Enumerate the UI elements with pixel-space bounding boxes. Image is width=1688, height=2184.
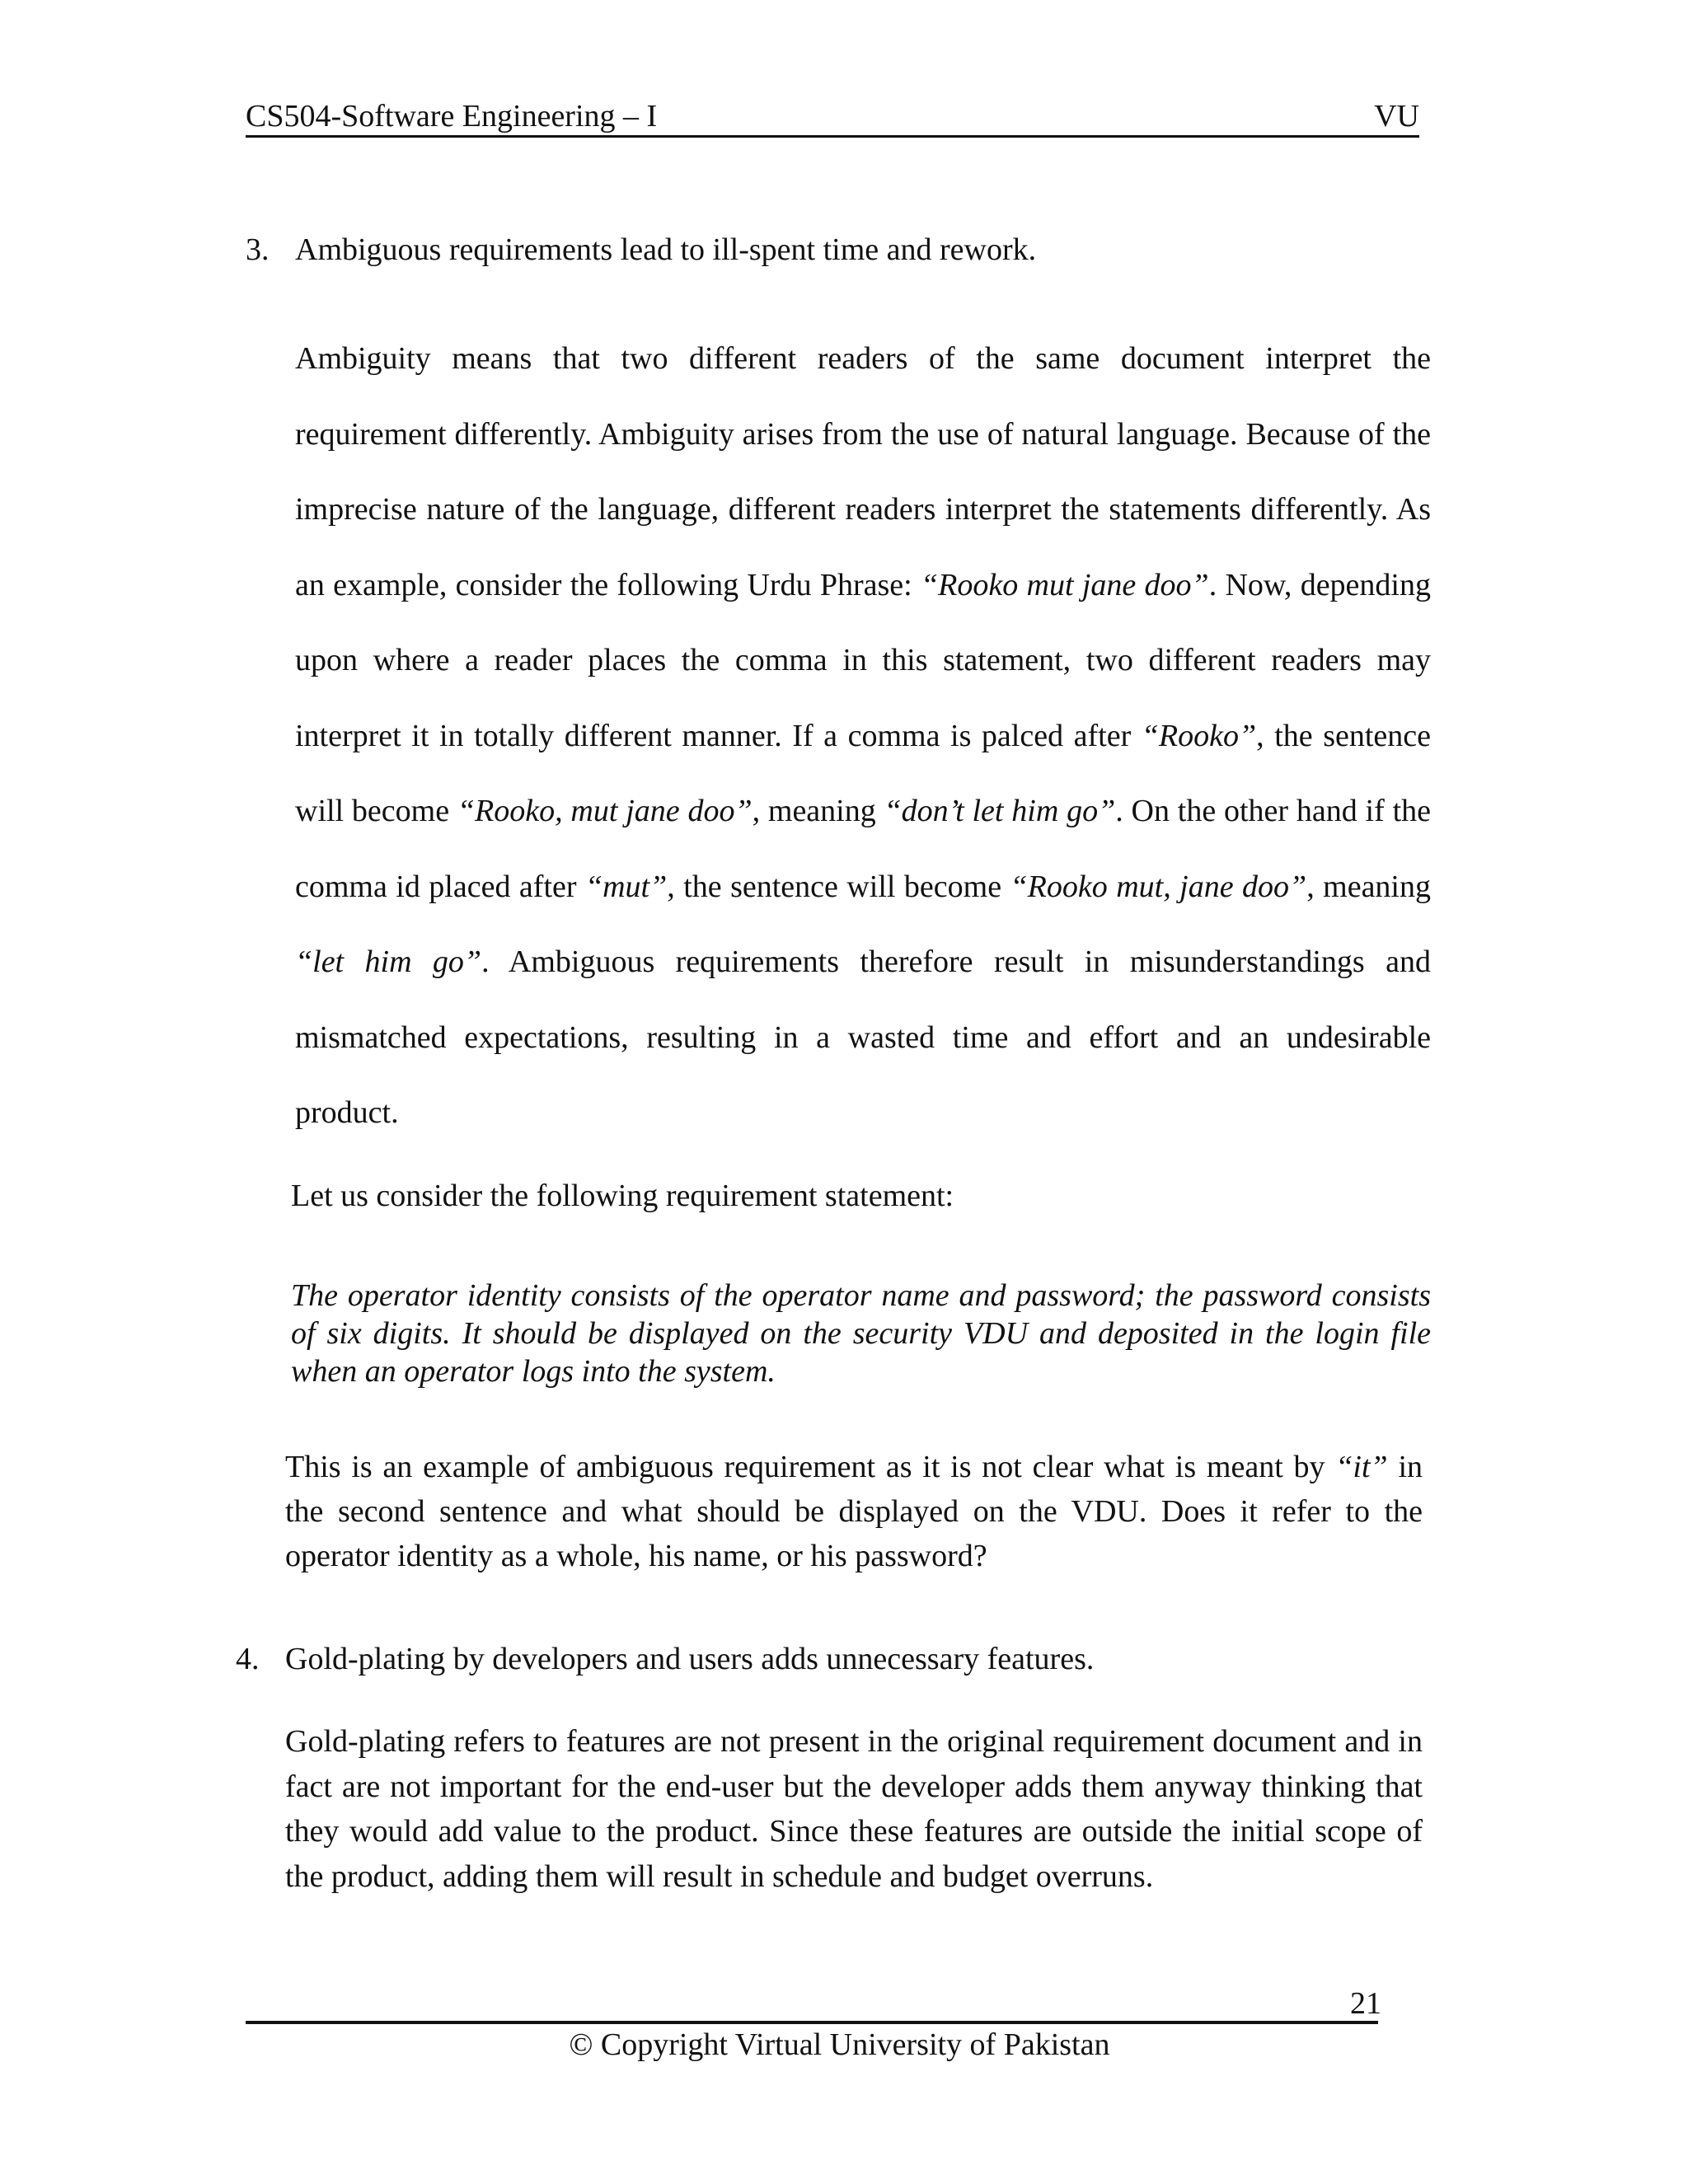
quoted-phrase: “Rooko mut, jane doo” xyxy=(1010,869,1307,904)
ambiguity-paragraph xyxy=(295,321,1431,1151)
text-run: , meaning xyxy=(752,794,884,828)
quoted-word: “mut” xyxy=(584,869,668,904)
ambiguity-explanation xyxy=(285,1445,1423,1578)
text-run: This is an example of ambiguous requirement as it is not clear what is meant by xyxy=(285,1450,1336,1484)
quoted-meaning: “let him go” xyxy=(295,944,482,979)
page-header xyxy=(246,97,1419,138)
quoted-phrase: “Rooko, mut jane doo” xyxy=(457,794,753,828)
text-run: . Now, depending upon where a reader places the comma in this statement, two different readers may interpret it in totally different manner. If a comma is palced after xyxy=(295,567,1431,753)
quoted-meaning: “don’t let him go” xyxy=(884,794,1116,828)
institution-abbrev: VU xyxy=(1374,99,1419,134)
item-4-title: Gold-plating by developers and users adds unnecessary features. xyxy=(285,1642,1095,1676)
text-run: , meaning xyxy=(1306,869,1431,904)
item-4-number: 4. xyxy=(236,1642,260,1676)
item-4-heading xyxy=(236,1640,1423,1678)
text-run: Ambiguity means that two different readers of the same document interpret the requirement differently. Ambiguity arises from the use of natural language. Because of the imprecise nature of the language, different readers interpret the statements differently. As an example, consider the following Urdu Phrase: xyxy=(295,341,1431,602)
quoted-phrase: “Rooko mut jane doo” xyxy=(921,567,1209,602)
text-run: , the sentence will become xyxy=(295,718,1432,828)
text-run: , the sentence will become xyxy=(667,869,1010,904)
copyright-footer: © Copyright Virtual University of Pakistan xyxy=(569,2027,1110,2062)
consider-statement: Let us consider the following requirement statement: xyxy=(291,1179,954,1213)
item-3-title: Ambiguous requirements lead to ill-spent time and rework. xyxy=(295,232,1037,267)
course-title: CS504-Software Engineering – I xyxy=(246,99,658,134)
item-3-number: 3. xyxy=(246,232,270,267)
requirement-statement: The operator identity consists of the operator name and password; the password consists of six digits. It should be displayed on the security VDU and deposited in the login file when an operator logs into the system. xyxy=(291,1278,1431,1389)
quoted-word: “it” xyxy=(1335,1450,1388,1484)
gold-plating-paragraph: Gold-plating refers to features are not present in the original requirement document and in fact are not important for the end-user but the developer adds them anyway thinking that they would add value to the product. Since these features are outside the initial scope of the product, adding them will result in schedule and budget overruns. xyxy=(285,1724,1423,1894)
text-run: in the second sentence and what should be displayed on the VDU. Does it refer to the operator identity as a whole, his name, or his password? xyxy=(285,1450,1423,1573)
quoted-word: “Rooko” xyxy=(1141,718,1257,753)
text-run: . Ambiguous requirements therefore result in misunderstandings and mismatched expectations, resulting in a wasted time and effort and an undesirable product. xyxy=(295,944,1431,1130)
item-3-heading xyxy=(246,231,1432,269)
page-number: 21 xyxy=(1350,1986,1381,2021)
text-run: . On the other hand if the comma id placed after xyxy=(295,794,1431,904)
